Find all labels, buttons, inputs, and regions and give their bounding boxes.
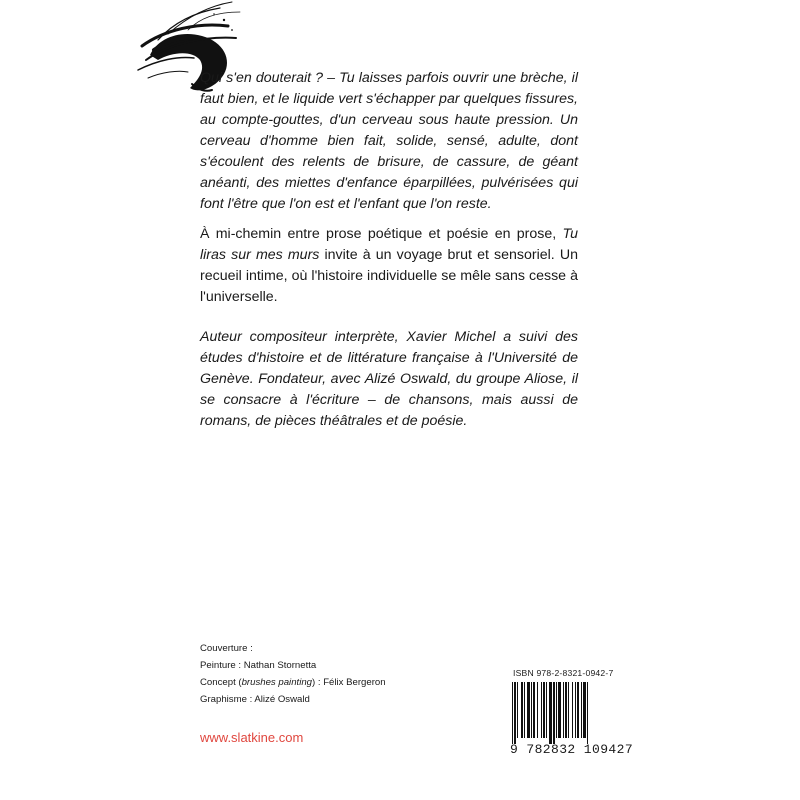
barcode-icon: [510, 682, 614, 744]
author-biography: Auteur compositeur interprète, Xavier Michel a suivi des études d'histoire et de littérature française à l'Université de Genève. Fondateur, avec Alizé Oswald, du groupe Aliose, il se consacre à l'écriture – de chansons, mais aussi de romans, de pièces théâtrales et de poésie.: [200, 329, 578, 429]
isbn-label: ISBN 978-2-8321-0942-7: [513, 668, 614, 678]
summary-text-after: invite à un voyage brut et sensoriel. Un recueil intime, où l'histoire individuelle se mêle sans cesse à l'universelle.: [200, 247, 578, 305]
credit-concept-technique: brushes painting: [241, 677, 312, 688]
summary-text-before: À mi-chemin entre prose poétique et poésie en prose,: [200, 226, 563, 242]
credit-concept-prefix: Concept (: [200, 677, 242, 688]
publisher-website-link[interactable]: www.slatkine.com: [200, 730, 304, 745]
isbn-barcode-block: [510, 668, 634, 757]
blurb-paragraph-summary: [200, 224, 578, 308]
credit-graphics: Graphisme : Alizé Oswald: [200, 694, 310, 705]
credit-concept: [200, 674, 386, 691]
book-title: Tu liras sur mes murs: [200, 226, 578, 263]
cover-credits: [200, 640, 386, 708]
credit-painting: Peinture : Nathan Stornetta: [200, 660, 317, 671]
barcode-digits: 9 782832 109427: [510, 742, 634, 757]
blurb-paragraph-excerpt: Qui s'en douterait ? – Tu laisses parfois ouvrir une brèche, il faut bien, et le liquide vert s'échapper par quelques fissures, au compte-gouttes, d'un cerveau sous haute pression. Un cerveau d'homme bien fait, solide, sensé, adulte, dont s'écoulent des relents de brisure, de cassure, de géant anéanti, des miettes d'enfance éparpillées, pulvérisées qui font l'être que l'on est et l'enfant que l'on reste.: [200, 70, 578, 212]
credit-concept-suffix: ) : Félix Bergeron: [312, 677, 386, 688]
credits-heading: Couverture :: [200, 643, 253, 654]
